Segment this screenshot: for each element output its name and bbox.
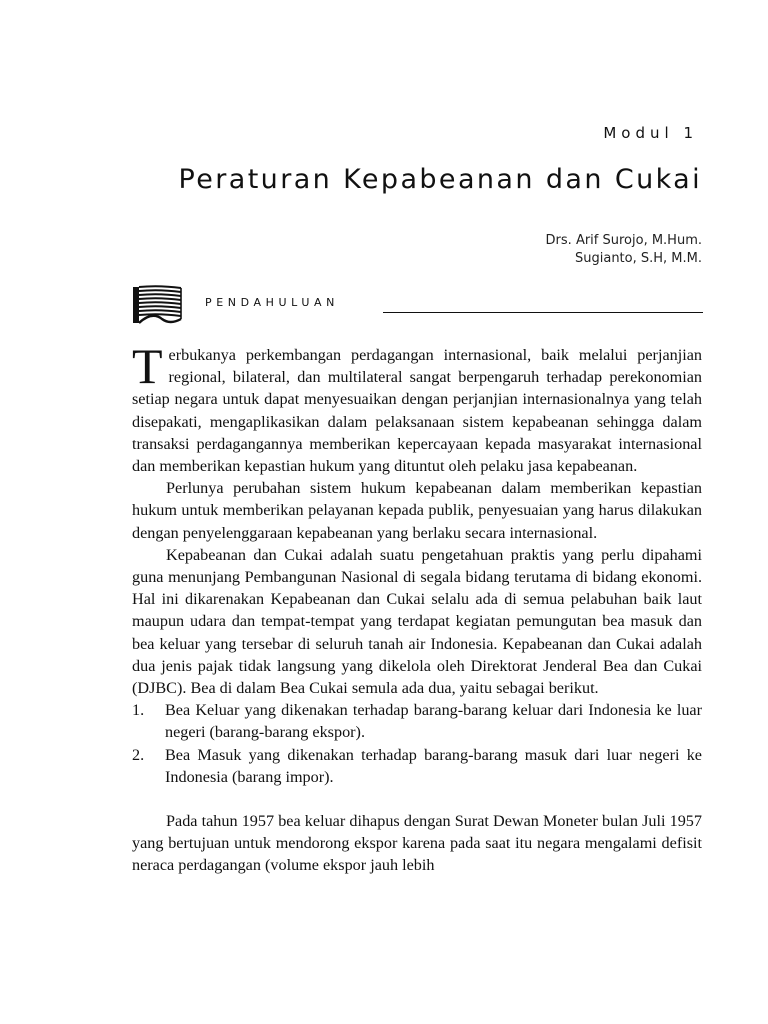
page-title: Peraturan Kepabeanan dan Cukai [178, 164, 702, 195]
author-name: Sugianto, S.H, M.M. [575, 251, 702, 266]
list-item [132, 699, 702, 743]
open-book-icon [132, 283, 184, 327]
drop-cap: T [132, 338, 163, 394]
list-item [132, 744, 702, 788]
body-text [132, 338, 702, 877]
author-list [546, 232, 702, 268]
paragraph: Pada tahun 1957 bea keluar dihapus dengan Surat Dewan Moneter bulan Juli 1957 yang bertujuan untuk mendorong ekspor karena pada saat itu negara mengalami defisit neraca perdagangan (volume ekspor jauh lebih [132, 812, 702, 875]
list-number: 2. [132, 745, 145, 764]
list-item-text: Bea Keluar yang dikenakan terhadap barang-barang keluar dari Indonesia ke luar negeri (barang-barang ekspor). [165, 701, 702, 742]
paragraph: Perlunya perubahan sistem hukum kepabeanan dalam memberikan kepastian hukum untuk memberikan pelayanan kepada publik, penyesuaian yang harus dilakukan dengan penyelenggaraan kepabeanan yang berlaku secara internasional. [132, 479, 702, 542]
section-heading: PENDAHULUAN [205, 296, 339, 309]
list-number: 1. [132, 701, 145, 720]
paragraph: Kepabeanan dan Cukai adalah suatu pengetahuan praktis yang perlu dipahami guna menunjang Pembangunan Nasional di segala bidang terutama di bidang ekonomi. Hal ini dikarenakan Kepabeanan dan Cukai selalu ada di semua pelabuhan baik laut maupun udara dan tempat-tempat yang terdapat kegiatan pemungutan bea masuk dan bea keluar yang tersebar di seluruh tanah air Indonesia. Kepabeanan dan Cukai adalah dua jenis pajak tidak langsung yang dikelola oleh Direktorat Jenderal Bea dan Cukai (DJBC). Bea di dalam Bea Cukai semula ada dua, yaitu sebagai berikut. [132, 545, 702, 698]
list-item-text: Bea Masuk yang dikenakan terhadap barang-barang masuk dari luar negeri ke Indonesia (barang impor). [165, 745, 702, 786]
paragraph [132, 338, 702, 477]
paragraph-text: erbukanya perkembangan perdagangan internasional, baik melalui perjanjian regional, bilateral, dan multilateral sangat berpengaruh terhadap perekonomian setiap negara untuk dapat menyesuaikan dengan perjanjian internasionalnya yang telah disepakati, mengaplikasikan dalam pelaksanaan sistem kepabeanan sehingga dalam transaksi perdagangannya memberikan kepercayaan kepada masyarakat internasional dan memberikan kepastian hukum yang dituntut oleh pelaku jasa kepabeanan. [132, 346, 702, 476]
section-divider [383, 312, 703, 313]
paragraph-spacer [132, 788, 702, 810]
author-name: Drs. Arif Surojo, M.Hum. [545, 233, 702, 248]
numbered-list [132, 699, 702, 788]
module-label: Modul 1 [603, 124, 698, 142]
